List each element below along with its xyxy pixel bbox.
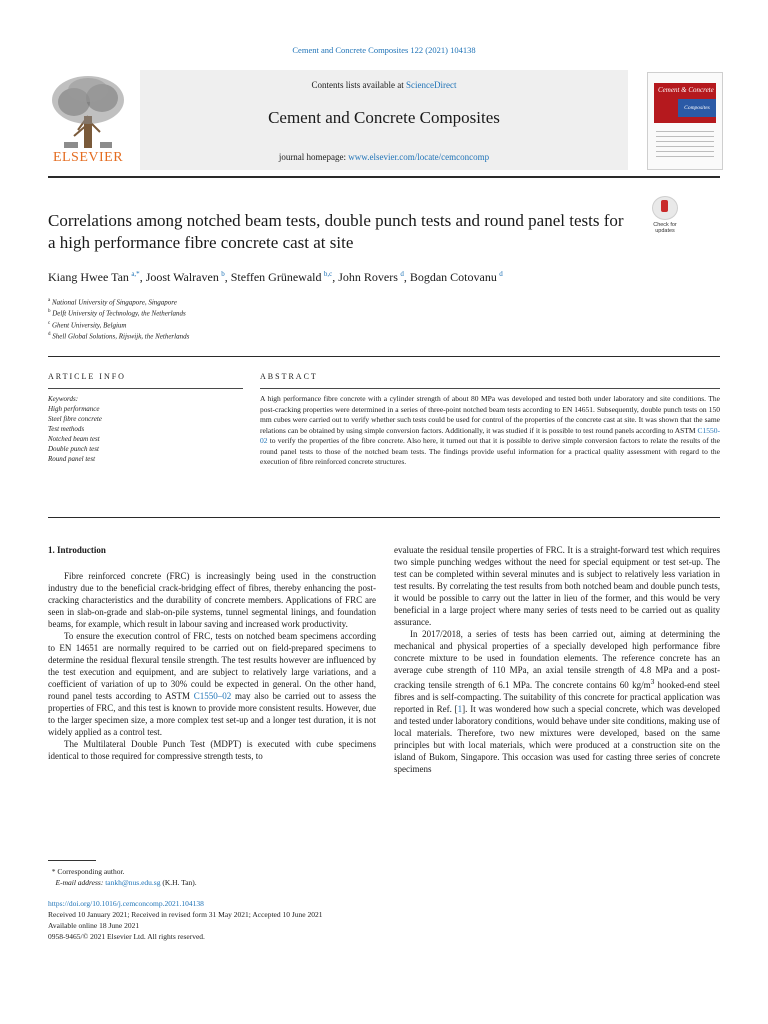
reference-link[interactable]: 1 — [457, 704, 463, 714]
author-name: Steffen Grünewald — [230, 270, 322, 284]
paragraph-part: may also be carried out to assess the properties of FRC, and this test is known to provide more consistent results. However, due to the larger specimen size, a more complex test set-up and a longer test duration, it is not widely applied as a control test. — [48, 691, 376, 737]
affil-text: Shell Global Solutions, Rijswijk, the Netherlands — [52, 332, 190, 341]
doi-block — [48, 898, 548, 942]
author-list: Kiang Hwee Tan $^{a,*}$, Joost Walraven $^b$, Steffen Grünewald $^{b,c}$, John Rovers $^d$, Bogdan Cotovanu $^d$ — [48, 270, 503, 284]
footnote — [48, 866, 448, 888]
header-rule — [48, 176, 720, 178]
cover-title: Cement & Concrete — [658, 86, 714, 94]
abstract-part-2: to verify the properties of the fibre concrete. Also here, it turned out that it is possible to derive simple conversion factors to relate the results of the round panel tests to those of the notched beam tests. The findings provide useful information for a practical quality assessment with regard to the execution of fibre reinforced concrete structures. — [260, 436, 720, 466]
author[interactable] — [231, 270, 333, 284]
author-name: Bogdan Cotovanu — [409, 270, 497, 284]
paragraph-part: To ensure the execution control of FRC, tests on notched beam specimens according to EN 14651 are normally required to be carried out on field-prepared specimens to determine the residual flexural tensile strength. The test results however are influenced by the test execution and equipment, and are subject to relatively large variations, and a coefficient of variation of up to 30% could be expected in general. On the other hand, round panel tests according to ASTM — [48, 631, 376, 701]
badge-line-1: Check for — [653, 222, 677, 228]
email-line — [48, 877, 448, 888]
info-top-rule — [48, 356, 720, 357]
superscript: 3 — [650, 677, 655, 686]
affiliations — [48, 296, 448, 341]
corresponding-note: * Corresponding author. — [48, 867, 125, 876]
badge-line-2: updates — [655, 228, 675, 234]
affiliation — [48, 307, 448, 318]
affiliation — [48, 330, 448, 341]
keywords-label: Keywords: — [48, 395, 79, 403]
author[interactable] — [338, 270, 404, 284]
affiliation — [48, 296, 448, 307]
doi-link[interactable]: https://doi.org/10.1016/j.cemconcomp.2021.104138 — [48, 899, 204, 908]
badge-text — [645, 222, 685, 234]
abstract-part-1: A high performance fibre concrete with a cylinder strength of about 80 MPa was developed and tested both under laboratory and site conditions. The post-cracking properties were determined in a series of three-point notched beam tests according to EN 14651. Subsequently, double punch tests on 150 mm cubes were carried out to verify whether such tests could be used for control of the properties of the concrete cast at site. It was shown that the same relations can be obtained by using simple conversion factors. Additionally, it was studied if it is possible to test round panels according to ASTM — [260, 394, 720, 435]
corresponding-text: Corresponding author. — [57, 867, 125, 876]
affil-text: National University of Singapore, Singapore — [51, 298, 177, 307]
paragraph: Fibre reinforced concrete (FRC) is increasingly being used in the construction industry due to the beneficial crack-bridging effect of fibres, thereby enhancing the post-cracking characteristics and the durability of concrete members. Applications of FRC are seen in slab-on-grade and slab-on-pile systems, tunnel segmental linings, and foundation beams, for example, which result in labour saving and increased work productivity. — [48, 571, 376, 629]
section-heading: 1. Introduction — [48, 545, 106, 555]
homepage-prefix: journal homepage: — [278, 152, 349, 162]
author-sup[interactable]: d — [499, 270, 503, 278]
author-name: John Rovers — [338, 270, 398, 284]
cover-band: Composites — [678, 99, 716, 117]
email-label: E-mail address: — [55, 878, 106, 887]
paragraph-part: ]. It was wondered how such a special concrete, which was developed and tested under laboratory conditions, would behave under site conditions, making use of local materials. Therefore, two new mixtures were developed, based on the same principles but with local materials, which were produced at a construction site on the island of Bukom, Singapore. This occasion was used for casting three series of concrete specimens — [394, 704, 720, 774]
astm-link[interactable]: C1550-02 — [260, 425, 720, 445]
available-online: Available online 18 June 2021 — [48, 921, 140, 930]
copyright: 0958-9465/© 2021 Elsevier Ltd. All rights reserved. — [48, 932, 205, 941]
check-updates-icon — [652, 196, 678, 220]
author-sup[interactable]: d — [400, 270, 404, 278]
affil-sup: a — [48, 298, 51, 303]
footnote-rule — [48, 860, 96, 861]
cover-text-lines — [656, 131, 714, 159]
email-link[interactable]: tankh@nus.edu.sg — [105, 878, 161, 887]
author[interactable] — [48, 270, 140, 284]
homepage-link[interactable]: www.elsevier.com/locate/cemconcomp — [348, 152, 490, 162]
body-column-right — [394, 544, 720, 775]
affil-text: Ghent University, Belgium — [51, 320, 127, 329]
check-for-updates-badge[interactable] — [645, 196, 685, 234]
paragraph — [394, 628, 720, 775]
keyword: Double punch test — [48, 445, 99, 453]
author-name: Joost Walraven — [145, 270, 219, 284]
homepage-line — [140, 152, 628, 162]
affil-sup: b — [48, 309, 51, 315]
abstract-heading: ABSTRACT — [260, 372, 318, 381]
contents-line — [140, 80, 628, 90]
paragraph-part: In 2017/2018, a series of tests has been carried out, aiming at determining the mechanical and physical properties of a specially developed high performance fibre concrete mixture to be used in foundation elements. The reference concrete has an average cube strength of 110 MPa, an axial tensile strength of 4.8 MPa and a post-cracking tensile strength of 6.1 MPa. The concrete contains 60 kg/m — [394, 629, 720, 690]
astm-link[interactable]: C1550–02 — [193, 691, 232, 701]
author[interactable] — [410, 270, 503, 284]
publisher-name: ELSEVIER — [52, 150, 124, 165]
affil-sup: d — [48, 331, 51, 337]
paragraph-part: hooked-end steel fibres and is self-compacting. The suitability of this concrete for practical application was reported in Ref. [ — [394, 680, 720, 714]
author-name: Kiang Hwee Tan — [48, 270, 129, 284]
keywords-block — [48, 394, 243, 464]
paragraph: The Multilateral Double Punch Test (MDPT) is executed with cube specimens identical to those required for compressive strength tests, to — [48, 739, 376, 761]
body-column-left — [48, 544, 376, 762]
author[interactable] — [146, 270, 225, 284]
article-info-rule — [48, 388, 243, 389]
affil-sup: c — [48, 320, 51, 326]
keyword: High performance — [48, 405, 100, 413]
keyword: Steel fibre concrete — [48, 415, 102, 423]
abstract-text — [260, 394, 720, 468]
received-dates: Received 10 January 2021; Received in revised form 31 May 2021; Accepted 10 June 2021 — [48, 910, 323, 919]
journal-cover — [647, 72, 723, 170]
abstract-bottom-rule — [48, 517, 720, 518]
author-sup[interactable]: a,* — [131, 270, 140, 278]
keyword: Notched beam test — [48, 435, 100, 443]
paragraph: evaluate the residual tensile properties of FRC. It is a straight-forward test which requires two simple punching wedges without the need for special equipment or test set-up. The test can be completed within several minutes and is subject to relatively less variation in test results. By correlating the test results from both notched beam and double punch tests, it would be possible to carry out the latter in lieu of the former, and this would be very beneficial in a large project where many series of tests need to be carried out as quality assurance. — [394, 545, 720, 627]
journal-reference[interactable]: Cement and Concrete Composites 122 (2021) 104138 — [292, 45, 476, 55]
author-sup[interactable]: b,c — [323, 270, 333, 278]
paragraph — [48, 630, 376, 738]
journal-title: Cement and Concrete Composites — [268, 108, 500, 127]
sciencedirect-link[interactable]: ScienceDirect — [406, 80, 457, 90]
contents-prefix: Contents lists available at — [311, 80, 406, 90]
abstract-rule — [260, 388, 720, 389]
keyword: Round panel test — [48, 455, 96, 463]
keyword: Test methods — [48, 425, 85, 433]
author-sup[interactable]: b — [221, 270, 225, 278]
affiliation — [48, 319, 448, 330]
article-title: Correlations among notched beam tests, double punch tests and round panel tests for a high performance fibre concrete cast at site — [48, 211, 624, 252]
article-info-heading: ARTICLE INFO — [48, 372, 126, 381]
affil-text: Delft University of Technology, the Netherlands — [52, 309, 186, 318]
email-suffix: (K.H. Tan). — [160, 878, 197, 887]
